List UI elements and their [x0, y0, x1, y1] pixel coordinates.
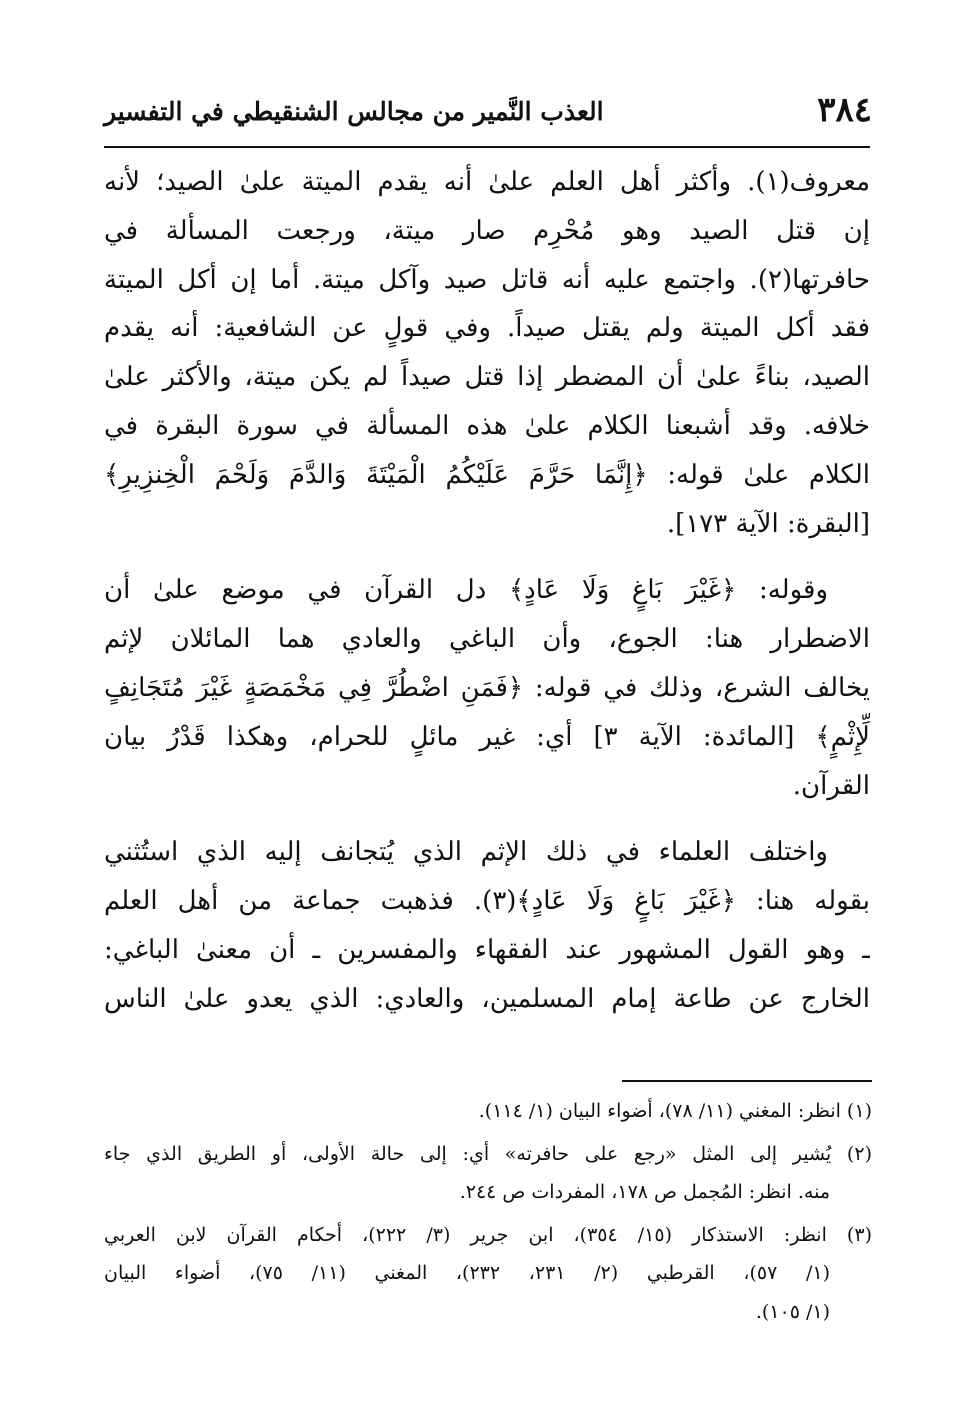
text-line: بقوله هنا: ﴿غَيْرَ بَاغٍ وَلَا عَادٍ﴾(٣). فذهبت جماعة من أهل العلم — [104, 886, 870, 917]
text-line: يخالف الشرع، وذلك في قوله: ﴿فَمَنِ اضْطُرَّ فِي مَخْمَصَةٍ غَيْرَ مُتَجَانِفٍ — [104, 672, 870, 703]
text-line: واختلف العلماء في ذلك الإثم الذي يُتجانف إليه الذي استُثني — [104, 837, 828, 868]
text-line: فقد أكل الميتة ولم يقتل صيداً. وفي قولٍ عن الشافعية: أنه يقدم — [104, 313, 870, 344]
footnote-line: (١) انظر: المغني (١١/ ٧٨)، أضواء البيان (١/ ١١٤). — [478, 1100, 872, 1122]
footnote-line: (٢) يُشير إلى المثل «رجع على حافرته» أي: إلى حالة الأولى، أو الطريق الذي جاء — [104, 1142, 872, 1165]
running-title: العذب النَّمير من مجالس الشنقيطي في التفسير — [104, 97, 604, 126]
text-line: الخارج عن طاعة إمام المسلمين، والعادي: الذي يعدو علىٰ الناس — [104, 983, 870, 1014]
page-number: ٣٨٤ — [817, 90, 872, 130]
text-line: الاضطرار هنا: الجوع، وأن الباغي والعادي هما المائلان لإثم — [104, 624, 870, 655]
footnote-line: (١/ ١٠٥). — [755, 1300, 830, 1323]
header-rule — [104, 146, 870, 148]
text-line: حافرتها(٢). واجتمع عليه أنه قاتل صيد وآكل ميتة. أما إن أكل الميتة — [104, 264, 870, 295]
text-line: إن قتل الصيد وهو مُحْرِم صار ميتة، ورجعت المسألة في — [104, 215, 870, 246]
text-line: خلافه. وقد أشبعنا الكلام علىٰ هذه المسألة في سورة البقرة في — [104, 410, 870, 441]
text-line: لِّإِثْمٍ﴾ [المائدة: الآية ٣] أي: غير مائلٍ للحرام، وهكذا قَدْرُ بيان — [104, 721, 870, 752]
text-line: معروف(١). وأكثر أهل العلم علىٰ أنه يقدم الميتة علىٰ الصيد؛ لأنه — [104, 167, 870, 197]
footnote-line: (٣) انظر: الاستذكار (١٥/ ٣٥٤)، ابن جرير (٣/ ٢٢٢)، أحكام القرآن لابن العربي — [104, 1223, 872, 1246]
text-line: الصيد، بناءً علىٰ أن المضطر إذا قتل صيداً لم يكن ميتة، والأكثر علىٰ — [104, 362, 870, 393]
footnote-2 — [104, 1135, 872, 1212]
text-line: الكلام علىٰ قوله: ﴿إِنَّمَا حَرَّمَ عَلَيْكُمُ الْمَيْتَةَ وَالدَّمَ وَلَحْمَ الْخِنزِيرِ﴾ — [104, 459, 870, 490]
text-line: وقوله: ﴿غَيْرَ بَاغٍ وَلَا عَادٍ﴾ دل القرآن في موضع علىٰ أن — [104, 575, 828, 606]
footnote-separator — [622, 1080, 872, 1082]
main-text — [104, 158, 870, 1024]
page-header — [104, 88, 872, 140]
footnote-1 — [104, 1092, 872, 1131]
footnote-3 — [104, 1216, 872, 1332]
text-line: ـ وهو القول المشهور عند الفقهاء والمفسرين ـ أن معنىٰ الباغي: — [104, 934, 870, 965]
text-line: القرآن. — [792, 770, 870, 801]
text-line: [البقرة: الآية ١٧٣]. — [666, 508, 870, 539]
footnote-line: منه. انظر: المُجمل ص ١٧٨، المفردات ص ٢٤٤. — [459, 1181, 830, 1203]
footnotes — [104, 1092, 872, 1335]
footnote-line: (١/ ٥٧)، القرطبي (٢/ ٢٣١، ٢٣٢)، المغني (١١/ ٧٥)، أضواء البيان — [104, 1262, 830, 1284]
paragraph-1 — [104, 158, 870, 548]
paragraph-3 — [104, 828, 870, 1023]
paragraph-2 — [104, 566, 870, 810]
